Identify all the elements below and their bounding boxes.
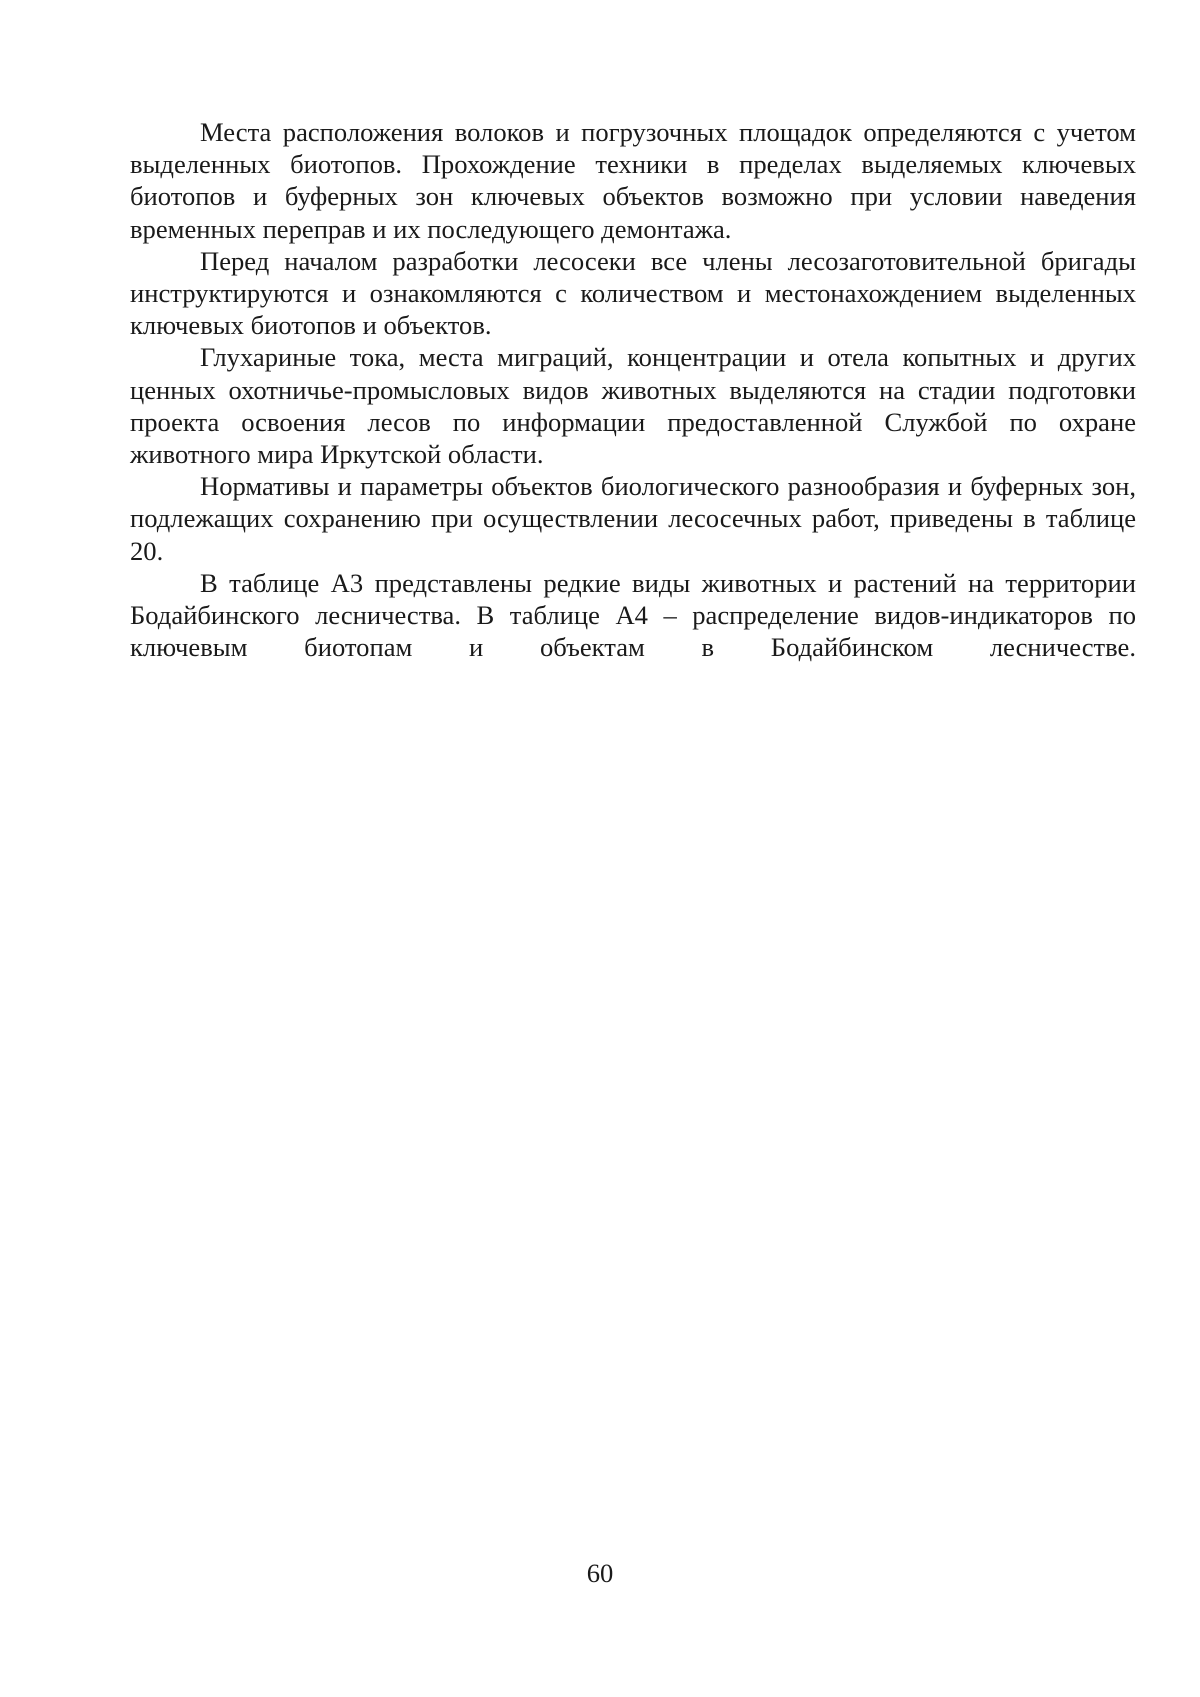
paragraph-rare-species: В таблице А3 представлены редкие виды животных и растений на территории Бодайбинского лесничества. В таблице А4 – распределение видов-индикаторов по ключевым биотопам и объектам в Бодайбинском лесничестве. xyxy=(130,567,1136,663)
paragraph-standards: Нормативы и параметры объектов биологического разнообразия и буферных зон, подлежащих сохранению при осуществлении лесосечных работ, приведены в таблице 20. xyxy=(130,471,1136,566)
paragraph-wildlife-areas: Глухариные тока, места миграций, концентрации и отела копытных и других ценных охотничье-промысловых видов животных выделяются на стадии подготовки проекта освоения лесов по информации предоставленной Службой по охране животного мира Иркутской области. xyxy=(130,342,1136,470)
body-text xyxy=(130,116,1136,663)
paragraph-landing-sites: Места расположения волоков и погрузочных площадок определяются с учетом выделенных биотопов. Прохождение техники в пределах выделяемых ключевых биотопов и буферных зон ключевых объектов возможно при условии наведения временных переправ и их последующего демонтажа. xyxy=(130,117,1136,244)
paragraph-crew-instruction: Перед началом разработки лесосеки все члены лесозаготовительной бригады инструктируются и ознакомляются с количеством и местонахождением выделенных ключевых биотопов и объектов. xyxy=(130,245,1136,341)
page-number: 60 xyxy=(586,1558,614,1588)
